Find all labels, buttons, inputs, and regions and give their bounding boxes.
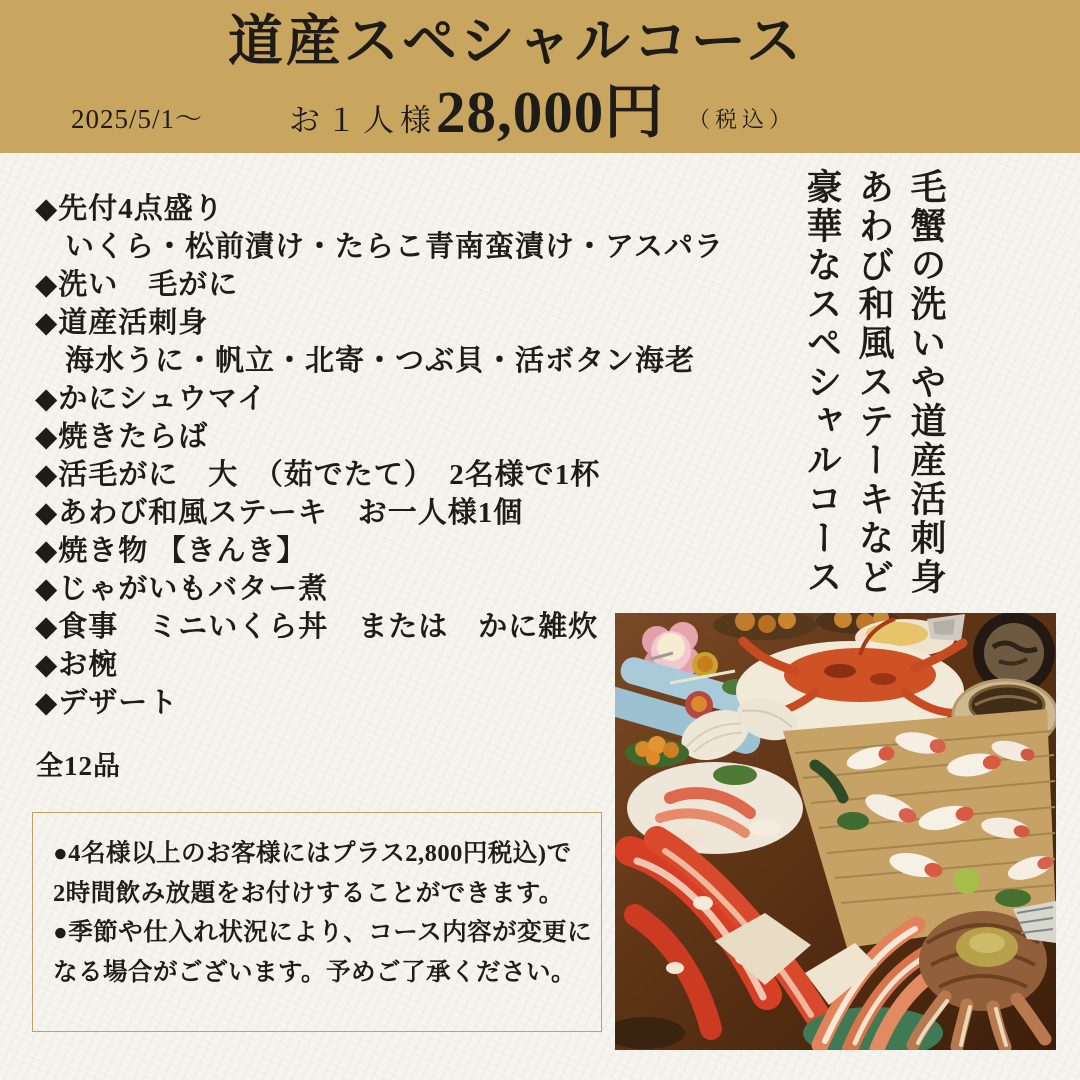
menu-item-detail: いくら・松前漬け・たらこ青南蛮漬け・アスパラ (65, 231, 724, 263)
note-line: 2時間飲み放題をお付けすることができます。 (53, 879, 564, 907)
menu-item: ◆お椀 (35, 649, 119, 681)
menu-item-detail: 海水うに・帆立・北寄・つぶ貝・活ボタン海老 (65, 345, 696, 377)
menu-item: ◆道産活刺身 (35, 307, 209, 339)
menu-item: ◆先付4点盛り (35, 193, 224, 225)
menu-item: ◆あわび和風ステーキ お一人様1個 (35, 497, 524, 529)
menu-item: ◆焼き物 【きんき】 (35, 535, 307, 567)
course-item-count: 全12品 (36, 751, 121, 781)
catch-copy-line-1: 毛蟹の洗いや道産活刺身 (906, 168, 946, 597)
menu-item: ◆かにシュウマイ (35, 383, 268, 415)
menu-item: ◆食事 ミニいくら丼 または かに雑炊 (35, 611, 599, 643)
note-line: ●季節や仕入れ状況により、コース内容が変更に (53, 919, 593, 946)
start-date: 2025/5/1～ (71, 104, 204, 134)
tax-included-note: （税込） (688, 107, 797, 132)
catch-copy (796, 168, 952, 618)
course-price: 28,000円 (436, 79, 665, 145)
course-photo (615, 613, 1056, 1050)
catch-copy-line-2: あわび和風ステーキなど (854, 168, 894, 597)
note-line: ●4名様以上のお客様にはプラス2,800円税込)で (53, 840, 572, 867)
catch-copy-line-3: 豪華なスペシャルコース (802, 168, 842, 597)
menu-item: ◆じゃがいもバター煮 (35, 573, 329, 605)
menu-item: ◆洗い 毛がに (35, 269, 239, 301)
menu-item: ◆焼きたらば (35, 421, 209, 453)
notes-box (32, 812, 602, 1032)
seafood-platter-photo (615, 613, 1056, 1050)
menu-item: ◆デザート (35, 687, 179, 719)
header-band (0, 0, 1080, 153)
note-line: なる場合がございます。予めご了承ください。 (53, 958, 577, 986)
per-person-label: お１人様 (289, 103, 437, 138)
menu-item: ◆活毛がに 大 （茹でたて） 2名様で1杯 (35, 459, 601, 491)
course-title: 道産スペシャルコース (227, 11, 805, 72)
